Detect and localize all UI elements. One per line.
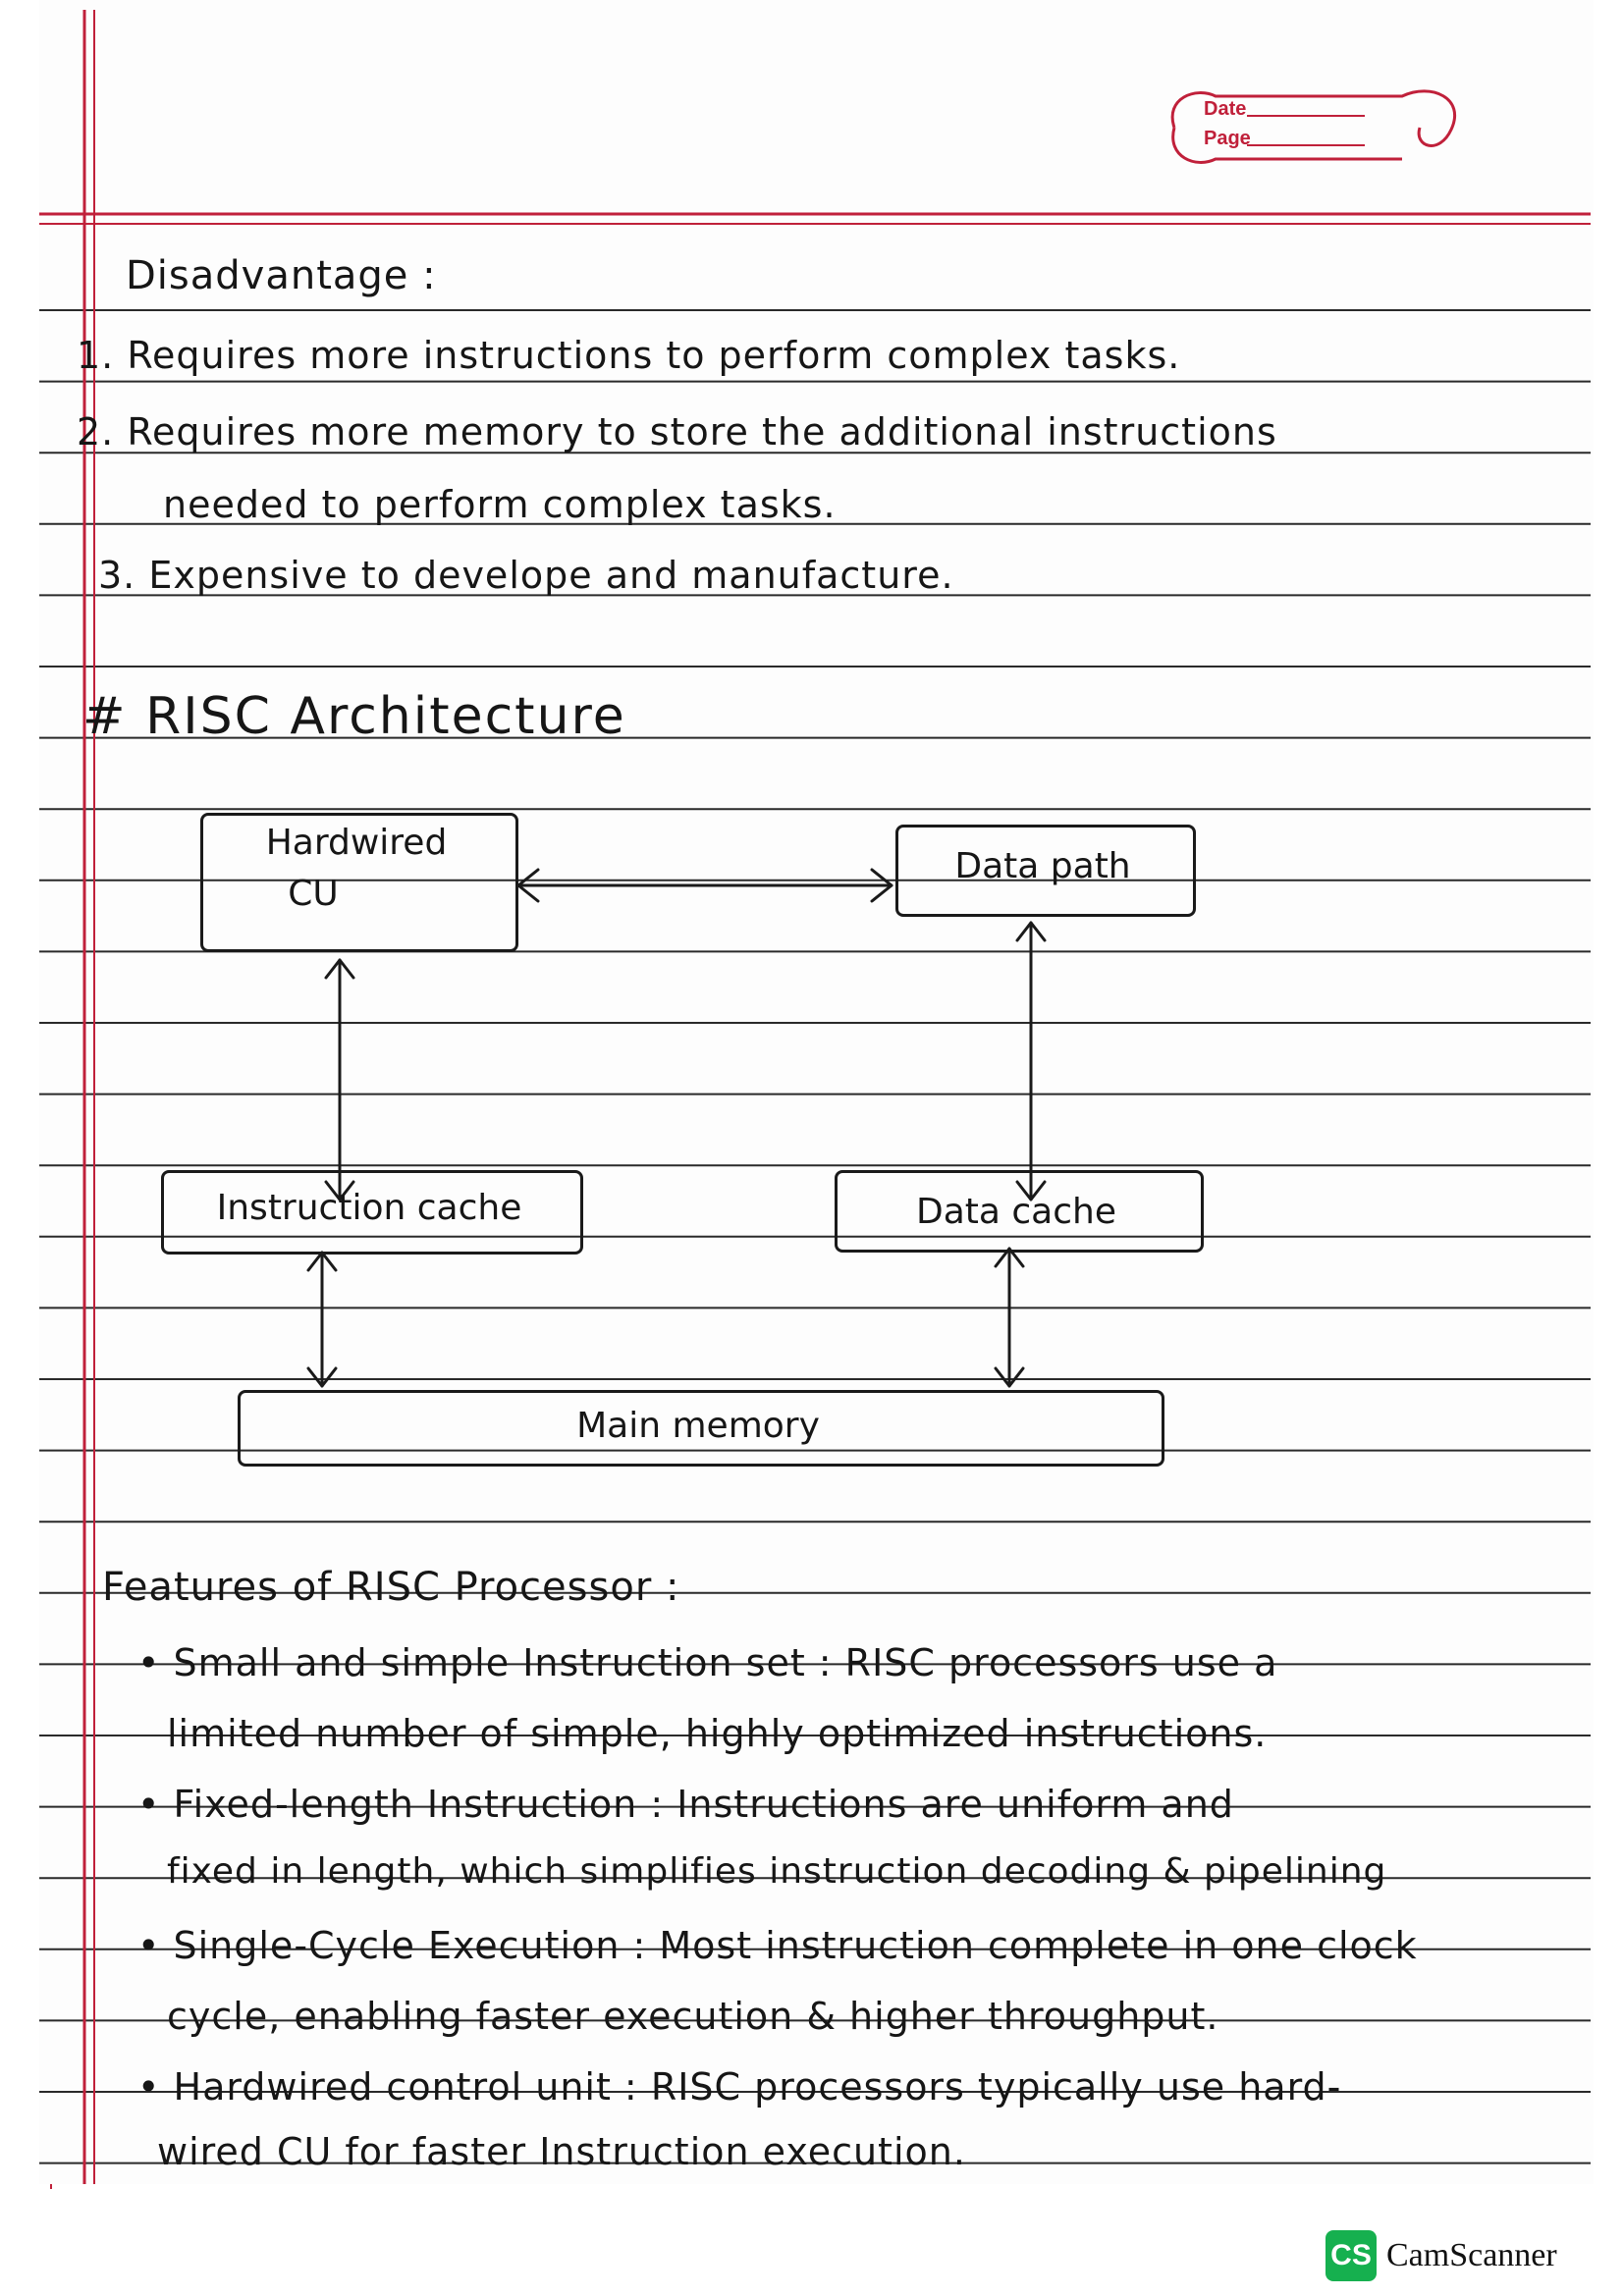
disadvantage-item-2: 2. Requires more memory to store the additional instructions <box>77 410 1277 454</box>
risc-architecture-heading: # RISC Architecture <box>82 687 626 746</box>
date-label: Date <box>1204 98 1247 120</box>
disadvantage-item-3: 3. Expensive to develope and manufacture. <box>98 554 954 597</box>
instruction-cache-label: Instruction cache <box>216 1188 522 1228</box>
features-title: Features of RISC Processor : <box>102 1565 680 1610</box>
feature-line-1: • Small and simple Instruction set : RISC processors use a <box>137 1641 1278 1684</box>
data-cache-label: Data cache <box>915 1192 1116 1232</box>
data-path-label: Data path <box>954 846 1131 886</box>
feature-line-4: fixed in length, which simplifies instruction decoding & pipelining <box>167 1851 1387 1892</box>
feature-line-3: • Fixed-length Instruction : Instructions are uniform and <box>137 1783 1234 1826</box>
disadvantage-title: Disadvantage : <box>126 253 437 298</box>
camscanner-watermark <box>1325 2228 1557 2283</box>
disadvantage-item-2-cont: needed to perform complex tasks. <box>163 483 837 526</box>
page-label: Page <box>1204 128 1251 149</box>
disadvantage-item-1: 1. Requires more instructions to perform complex tasks. <box>77 334 1181 377</box>
feature-line-5: • Single-Cycle Execution : Most instruction complete in one clock <box>137 1924 1418 1967</box>
camscanner-name: CamScanner <box>1386 2237 1557 2273</box>
feature-line-7: • Hardwired control unit : RISC processors typically use hard- <box>137 2065 1342 2109</box>
feature-line-8: wired CU for faster Instruction execution. <box>157 2130 966 2173</box>
camscanner-logo-icon: CS <box>1325 2230 1377 2281</box>
hardwired-cu-label-line2: CU <box>288 874 339 914</box>
hardwired-cu-label-line1: Hardwired <box>265 823 448 863</box>
feature-line-2: limited number of simple, highly optimized instructions. <box>167 1712 1268 1755</box>
main-memory-label: Main memory <box>576 1406 820 1446</box>
feature-line-6: cycle, enabling faster execution & higher throughput. <box>167 1995 1219 2038</box>
